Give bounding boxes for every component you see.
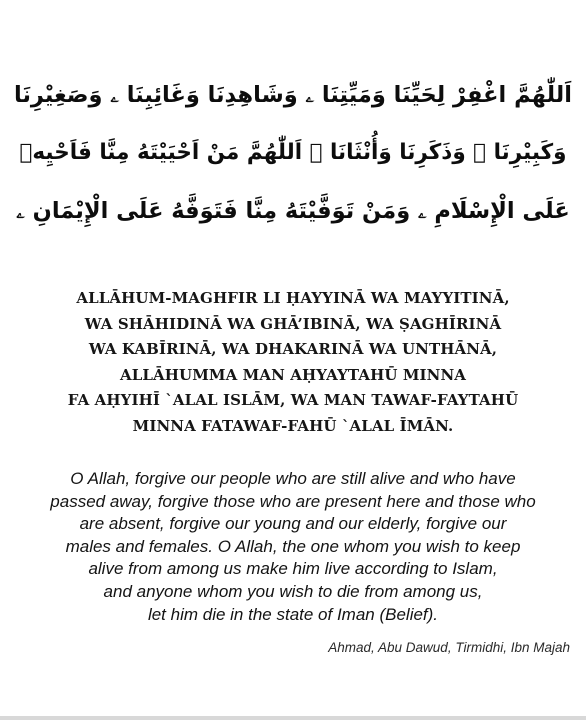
transliteration-line: WA KABĪRINĀ, WA DHAKARINĀ WA UNTHĀNĀ, [88, 340, 498, 358]
hadith-source: Ahmad, Abu Dawud, Tirmidhi, Ibn Majah [328, 640, 570, 655]
translation-line: are absent, forgive our young and our elderly, forgive our [79, 514, 507, 534]
translation-line: males and females. O Allah, the one whom you wish to keep [65, 536, 521, 556]
translation-line: O Allah, forgive our people who are still alive and who have [70, 469, 516, 488]
transliteration-line: ALLĀHUM-MAGHFIR LI ḤAYYINĀ WA MAYYITINĀ, [76, 289, 510, 307]
arabic-line: عَلَى الْإِسْلَامِ ۦ وَمَنْ تَوَفَّيْتَهُ مِنَّا فَتَوَفَّهُ عَلَى الْإِيْمَانِ ۦ [16, 198, 570, 224]
arabic-line: وَكَبِيْرِنَا ۦ وَذَكَرِنَا وَأُنْثَانَا ۦ اَللّٰهُمَّ مَنْ اَحْيَيْتَهُ مِنَّا فَاَحْيِهٖ [19, 140, 567, 165]
arabic-line: اَللّٰهُمَّ اغْفِرْ لِحَيِّنَا وَمَيِّتِنَا ۦ وَشَاهِدِنَا وَغَائِبِنَا ۦ وَصَغِيْرِنَا [14, 82, 572, 108]
transliteration-line: ALLĀHUMMA MAN AḤYAYTAHŪ MINNA [119, 365, 467, 384]
transliteration-line: MINNA FATAWAF-FAHŪ `ALAL ĪMĀN. [132, 416, 454, 435]
transliteration-line: WA SHĀHIDINĀ WA GHĀ’IBINĀ, WA ṢAGHĪRINĀ [84, 314, 502, 333]
translation-line: and anyone whom you wish to die from among us, [103, 581, 483, 601]
translation-line: passed away, forgive those who are present here and those who [50, 491, 536, 511]
arabic-text [14, 66, 572, 240]
transliteration-line: FA AḤYIHĪ `ALAL ISLĀM, WA MAN TAWAF-FAYTAHŪ [67, 391, 519, 409]
translation-line: alive from among us make him live according to Islam, [88, 559, 498, 579]
transliteration-text [0, 286, 586, 439]
english-translation [0, 468, 586, 626]
translation-line: let him die in the state of Iman (Belief). [147, 604, 439, 624]
bottom-divider [0, 716, 586, 720]
